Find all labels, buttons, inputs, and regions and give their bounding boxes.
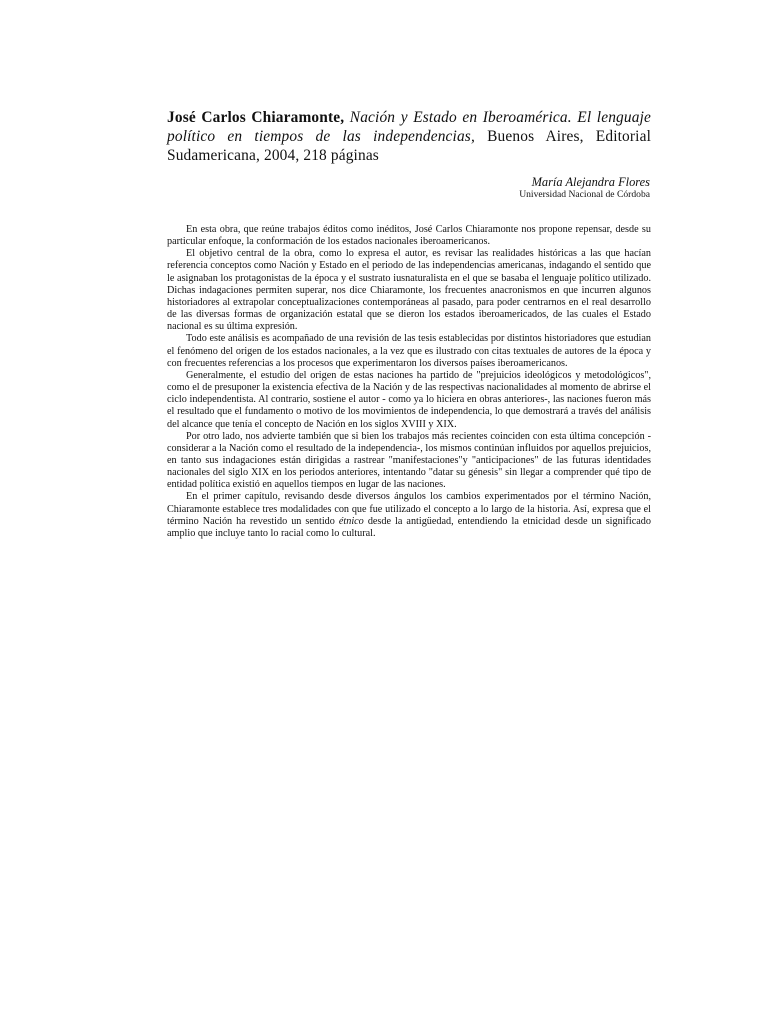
reviewer-affiliation: Universidad Nacional de Córdoba bbox=[519, 189, 650, 200]
paragraph: En esta obra, que reúne trabajos éditos como inéditos, José Carlos Chiaramonte nos propone repensar, desde su particular enfoque, la conformación de los estados nacionales iberoamericanos. bbox=[167, 224, 651, 248]
paragraph: Por otro lado, nos advierte también que si bien los trabajos más recientes coinciden con esta última concepción -considerar a la Nación como el resultado de la independencia-, los mismos continúan influidos por aquellos prejuicios, en tanto sus indagaciones están dirigidas a rastrear "manifestaciones"y "anticipaciones" de las futuras identidades nacionales del siglo XIX en los periodos anteriores, intentando "datar su génesis" sin llegar a comprender qué tipo de entidad política existió en aquellos tiempos en lugar de las naciones. bbox=[167, 430, 651, 491]
book-title: Nación y Estado en Iberoamérica. El lenguaje político en tiempos de las independencias, bbox=[167, 109, 651, 146]
book-author: José Carlos Chiaramonte, bbox=[167, 109, 345, 126]
paragraph: El objetivo central de la obra, como lo expresa el autor, es revisar las realidades históricas a las que hacían referencia conceptos como Nación y Estado en el periodo de las independencias americanas, indagando el sentido que le asignaban los protagonistas de la época y el sustrato iusnaturalista en el que se basaba el lenguaje político utilizado. Dichas indagaciones permiten superar, nos dice Chiaramonte, los frecuentes anacronismos en que incurren algunos historiadores al extrapolar conceptualizaciones contemporáneas al pasado, para poder centrarnos en el real desarrollo de las diversas formas de organización estatal que se dieron los estados iberoamericados, de las cuales el Estado nacional es su última expresión. bbox=[167, 248, 651, 333]
paragraph-text: En el primer capítulo, revisando desde diversos ángulos los cambios experimentados por el término Nación, Chiaramonte establece tres modalidades con que fue utilizado el concepto a lo largo de la historia. Así, expresa que el término Nación ha revestido un sentido bbox=[167, 491, 651, 527]
publication-info: Buenos Aires, Editorial Sudamericana, 2004, 218 páginas bbox=[167, 128, 652, 165]
paragraph bbox=[167, 491, 651, 540]
reviewer-name: María Alejandra Flores bbox=[531, 175, 650, 189]
review-body bbox=[167, 224, 651, 540]
paragraph: Todo este análisis es acompañado de una revisión de las tesis establecidas por distintos historiadores que estudian el fenómeno del origen de los estados nacionales, a la vez que es ilustrado con citas textuales de autores de la época y con frecuentes referencias a los procesos que experimentaron los diversos países iberoamericanos. bbox=[167, 333, 651, 369]
reviewer-block bbox=[250, 175, 650, 201]
paragraph-text: desde la antigüedad, entendiendo la etnicidad desde un significado amplio que incluye tanto lo racial como lo cultural. bbox=[167, 515, 651, 539]
review-heading bbox=[167, 108, 651, 166]
emphasized-term: étnico bbox=[338, 515, 364, 527]
paragraph: Generalmente, el estudio del origen de estas naciones ha partido de "prejuicios ideológicos y metodológicos", como el de presuponer la existencia efectiva de la Nación y de las respectivas nacionalidades al momento de abrirse el ciclo independentista. Al contrario, sostiene el autor - como ya lo hiciera en obras anteriores-, las naciones fueron más el resultado que el fundamento o motivo de los movimientos de independencia, lo que demostrará a través del análisis del alcance que tenía el concepto de Nación en los siglos XVIII y XIX. bbox=[167, 369, 651, 430]
